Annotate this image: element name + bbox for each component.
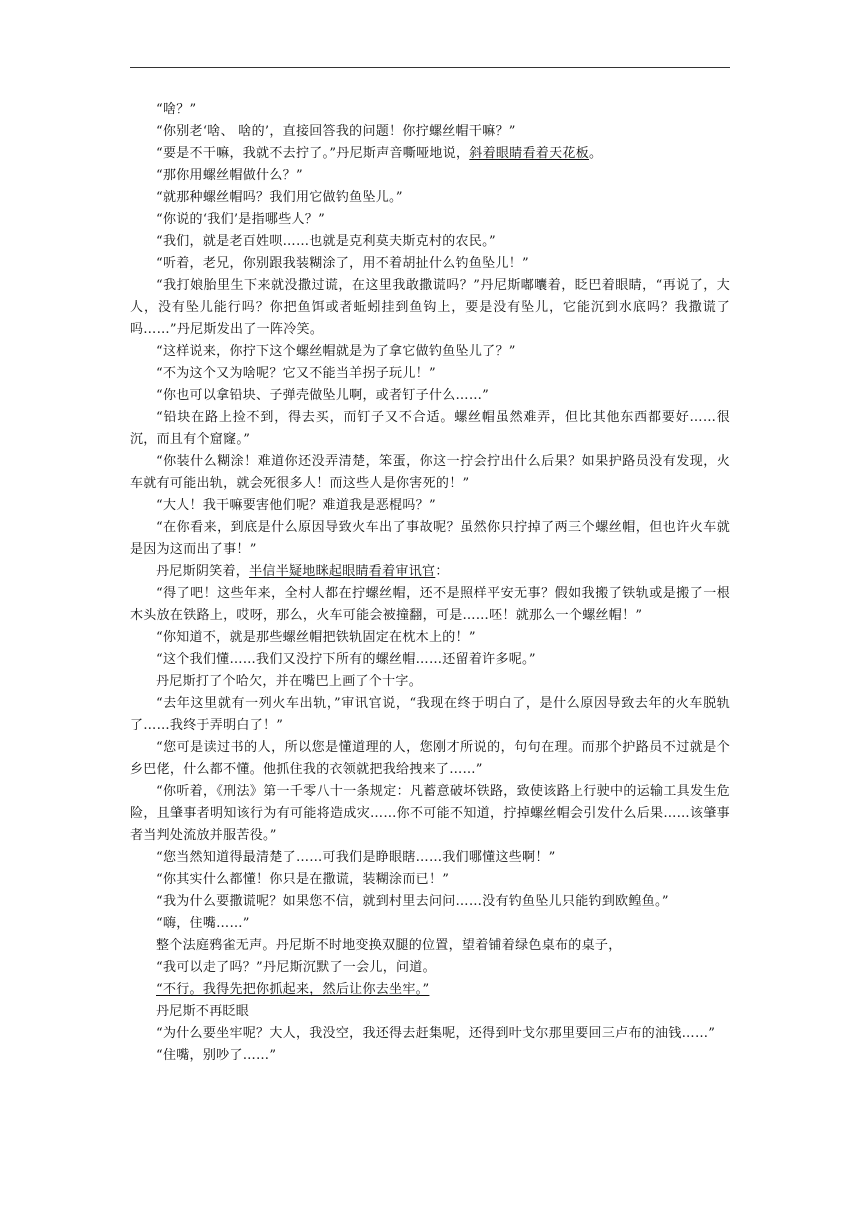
paragraph: “听着，老兄，你别跟我装糊涂了，用不着胡扯什么钓鱼坠儿！” [156, 256, 529, 271]
paragraph: “就那种螺丝帽吗？我们用它做钓鱼坠儿。” [156, 190, 403, 205]
paragraph: “你听着，《刑法》第一千零八十一条规定：凡蓄意破坏铁路，致使该路上行驶中的运输工具发生危险，且肇事者明知该行为有可能将造成灾……你不可能不知道，拧掉螺丝帽会引发什么后果……该肇事者当判处流放并服苦役。” [130, 784, 730, 843]
paragraph: “铅块在路上捡不到，得去买，而钉子又不合适。螺丝帽虽然难弄，但比其他东西都要好……很沉，而且有个窟窿。” [130, 410, 730, 447]
paragraph [130, 979, 730, 1001]
paragraph: “我打娘胎里生下来就没撒过谎，在这里我敢撒谎吗？”丹尼斯嘟囔着，眨巴着眼睛，“再说了，大人，没有坠儿能行吗？你把鱼饵或者蚯蚓挂到鱼钩上，要是没有坠儿，它能沉到水底吗？我撒谎了吗……”丹尼斯发出了一阵冷笑。 [130, 278, 730, 337]
paragraph: “这样说来，你拧下这个螺丝帽就是为了拿它做钓鱼坠儿了？” [156, 344, 516, 359]
paragraph: “去年这里就有一列火车出轨，”审讯官说，“我现在终于明白了，是什么原因导致去年的火车脱轨了……我终于弄明白了！” [130, 696, 730, 733]
paragraph: 丹尼斯打了个哈欠，并在嘴巴上画了个十字。 [156, 674, 423, 689]
paragraph: “得了吧！这些年来，全村人都在拧螺丝帽，还不是照样平安无事？假如我搬了铁轨或是搬了一根木头放在铁路上，哎呀，那么，火车可能会被撞翻，可是……呸！就那么一个螺丝帽！” [130, 586, 730, 623]
underlined-phrase: “不行。我得先把你抓起来，然后让你去坐牢。” [156, 982, 430, 997]
paragraph: “在你看来，到底是什么原因导致火车出了事故呢？虽然你只拧掉了两三个螺丝帽，但也许火车就是因为这而出了事！” [130, 520, 730, 557]
paragraph: “不为这个又为啥呢？它又不能当羊拐子玩儿！” [156, 366, 436, 381]
underlined-phrase: 半信半疑地眯起眼睛看着审讯官 [249, 564, 436, 579]
paragraph: “住嘴，别吵了……” [156, 1048, 277, 1063]
paragraph: “那你用螺丝帽做什么？” [156, 168, 303, 183]
paragraph: 丹尼斯阴笑着，半信半疑地眯起眼睛看着审讯官： [156, 564, 449, 579]
paragraph: “这个我们懂……我们又没拧下所有的螺丝帽……还留着许多呢。” [156, 652, 536, 667]
paragraph: “大人！我干嘛要害他们呢？难道我是恶棍吗？” [156, 498, 436, 513]
paragraph: “我可以走了吗？”丹尼斯沉默了一会儿，问道。 [156, 960, 436, 975]
paragraph: “你装什么糊涂！难道你还没弄清楚，笨蛋，你这一拧会拧出什么后果？如果护路员没有发现，火车就有可能出轨，就会死很多人！而这些人是你害死的！” [130, 454, 730, 491]
paragraph: “为什么要坐牢呢？大人，我没空，我还得去赶集呢，还得到叶戈尔那里要回三卢布的油钱……” [156, 1026, 716, 1041]
underlined-phrase: 斜着眼睛看着天花板 [469, 146, 589, 161]
header-rule [130, 67, 730, 68]
paragraph: “你别老‘啥、 啥的’，直接回答我的问题！你拧螺丝帽干嘛？” [156, 124, 516, 139]
paragraph: “我们，就是老百姓呗……也就是克利莫夫斯克村的农民。” [156, 234, 496, 249]
paragraph: “你其实什么都懂！你只是在撒谎，装糊涂而已！” [156, 872, 450, 887]
paragraph: 整个法庭鸦雀无声。丹尼斯不时地变换双腿的位置，望着铺着绿色桌布的桌子， [156, 938, 622, 953]
paragraph: “你也可以拿铅块、子弹壳做坠儿啊，或者钉子什么……” [156, 388, 490, 403]
paragraph: “您可是读过书的人，所以您是懂道理的人，您刚才所说的，句句在理。而那个护路员不过就是个乡巴佬，什么都不懂。他抓住我的衣领就把我给拽来了……” [130, 740, 730, 777]
story-text [130, 99, 730, 1067]
paragraph: “嗨，住嘴……” [156, 916, 250, 931]
paragraph: “您当然知道得最清楚了……可我们是睁眼瞎……我们哪懂这些啊！” [156, 850, 556, 865]
paragraph: “你说的‘我们’是指哪些人？” [156, 212, 326, 227]
paragraph: “我为什么要撒谎呢？如果您不信，就到村里去问问……没有钓鱼坠儿只能钓到欧鳇鱼。” [156, 894, 669, 909]
paragraph: 丹尼斯不再眨眼 [156, 1004, 250, 1019]
paragraph: “要是不干嘛，我就不去拧了。”丹尼斯声音嘶哑地说，斜着眼睛看着天花板。 [156, 146, 603, 161]
paragraph: “你知道不，就是那些螺丝帽把铁轨固定在枕木上的！” [156, 630, 476, 645]
paragraph: “啥？” [156, 102, 197, 117]
